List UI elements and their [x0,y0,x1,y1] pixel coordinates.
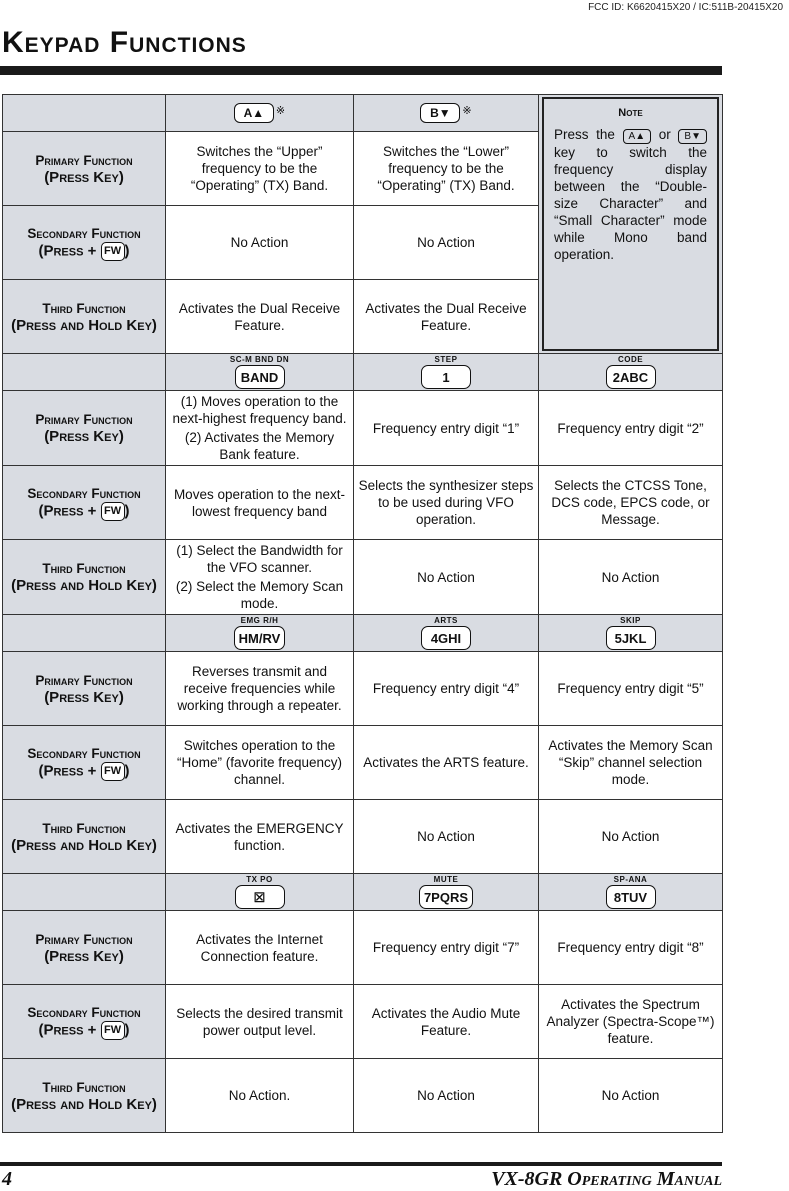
cell: (1) Select the Bandwidth for the VFO scanner. (2) Select the Memory Scan mode. [166,540,354,615]
cell: Activates the Dual Receive Feature. [354,280,539,354]
cell: Switches operation to the “Home” (favorite frequency) channel. [166,726,354,800]
note-star: ※ [462,105,472,117]
key-internet-header: TX PO ☒ [166,874,354,911]
third-row [3,1059,723,1133]
key-2-header: CODE 2ABC [539,354,723,391]
key-1-header: STEP 1 [354,354,539,391]
cell: No Action [539,800,723,874]
fw-key-icon: FW [101,242,125,261]
secondary-label: Secondary Function (Press + FW ) [3,466,166,540]
key-header-row [3,95,723,132]
cell: Selects the CTCSS Tone, DCS code, EPCS code, or Message. [539,466,723,540]
cell: No Action [539,540,723,615]
secondary-row [3,726,723,800]
secondary-row [3,985,723,1059]
cell: Frequency entry digit “1” [354,391,539,466]
third-row [3,540,723,615]
primary-label: Primary Function (Press Key) [3,391,166,466]
key-4-icon: 4GHI [421,626,471,650]
cell: No Action [354,206,539,280]
primary-row [3,911,723,985]
cell: Frequency entry digit “8” [539,911,723,985]
key-header-row [3,615,723,652]
secondary-row [3,466,723,540]
primary-label: Primary Function (Press Key) [3,132,166,206]
header-blank [3,615,166,652]
cell: No Action [166,206,354,280]
cell: Switches the “Lower” frequency to be the “Operating” (TX) Band. [354,132,539,206]
cell: No Action. [166,1059,354,1133]
page-title: Keypad Functions [2,26,247,59]
a-up-key-icon: A▲ [234,103,274,123]
cell: No Action [354,800,539,874]
third-label: Third Function (Press and Hold Key) [3,280,166,354]
cell: (1) Moves operation to the next-highest frequency band. (2) Activates the Memory Bank feature. [166,391,354,466]
cell: Activates the Internet Connection feature. [166,911,354,985]
b-down-key-icon: B▼ [420,103,460,123]
cell: Frequency entry digit “2” [539,391,723,466]
cell: Activates the Audio Mute Feature. [354,985,539,1059]
cell: Activates the ARTS feature. [354,726,539,800]
key-8-icon: 8TUV [606,885,656,909]
band-key-icon: BAND [235,365,285,389]
note-text-post: key to switch the frequency display between the “Double-size Character” and “Small Character” mode while Mono band operation. [554,145,707,262]
internet-key-icon: ☒ [235,885,285,909]
note-box [542,97,719,351]
primary-label: Primary Function (Press Key) [3,911,166,985]
note-title: Note [618,107,643,119]
key-header-row [3,354,723,391]
key-b-header [354,95,539,132]
cell: Moves operation to the next-lowest frequency band [166,466,354,540]
secondary-label: Secondary Function (Press + FW ) [3,985,166,1059]
key-4-header: ARTS 4GHI [354,615,539,652]
fw-key-icon: FW [101,1021,125,1040]
cell: No Action [354,540,539,615]
key-hmrv-header: EMG R/H HM/RV [166,615,354,652]
a-up-key-icon: A▲ [623,129,652,144]
key-1-icon: 1 [421,365,471,389]
key-7-icon: 7PQRS [419,885,473,909]
cell: Frequency entry digit “5” [539,652,723,726]
manual-title: VX-8GR Operating Manual [491,1168,722,1190]
cell: Selects the desired transmit power output level. [166,985,354,1059]
fcc-id: FCC ID: K6620415X20 / IC:511B-20415X20 [588,2,783,13]
cell: Activates the Spectrum Analyzer (Spectra-Scope™) feature. [539,985,723,1059]
third-label: Third Function (Press and Hold Key) [3,540,166,615]
header-blank [3,354,166,391]
title-rule [0,66,722,75]
footer-rule [0,1162,722,1166]
key-7-header: MUTE 7PQRS [354,874,539,911]
cell: Selects the synthesizer steps to be used during VFO operation. [354,466,539,540]
cell: Frequency entry digit “7” [354,911,539,985]
primary-row [3,652,723,726]
note-cell [539,95,723,354]
fw-key-icon: FW [101,502,125,521]
cell: No Action [354,1059,539,1133]
hm-rv-key-icon: HM/RV [234,626,286,650]
cell: Activates the EMERGENCY function. [166,800,354,874]
note-star: ※ [275,105,286,117]
key-8-header: SP-ANA 8TUV [539,874,723,911]
third-label: Third Function (Press and Hold Key) [3,1059,166,1133]
primary-row [3,391,723,466]
key-5-header: SKIP 5JKL [539,615,723,652]
cell: Frequency entry digit “4” [354,652,539,726]
header-blank [3,874,166,911]
secondary-label: Secondary Function (Press + FW ) [3,206,166,280]
note-text-mid: or [658,127,671,142]
key-2-icon: 2ABC [606,365,656,389]
primary-label: Primary Function (Press Key) [3,652,166,726]
key-header-row [3,874,723,911]
cell: Activates the Dual Receive Feature. [166,280,354,354]
key-5-icon: 5JKL [606,626,656,650]
third-label: Third Function (Press and Hold Key) [3,800,166,874]
header-blank [3,95,166,132]
cell: Switches the “Upper” frequency to be the “Operating” (TX) Band. [166,132,354,206]
cell: Reverses transmit and receive frequencies while working through a repeater. [166,652,354,726]
note-text-pre: Press the [554,127,615,142]
b-down-key-icon: B▼ [678,129,707,144]
key-band-header: SC-M BND DN BAND [166,354,354,391]
cell: No Action [539,1059,723,1133]
fw-key-icon: FW [101,762,125,781]
keypad-functions-table [2,94,723,1133]
secondary-label: Secondary Function (Press + FW ) [3,726,166,800]
third-row [3,800,723,874]
page-number: 4 [2,1168,12,1190]
key-a-header [166,95,354,132]
cell: Activates the Memory Scan “Skip” channel selection mode. [539,726,723,800]
